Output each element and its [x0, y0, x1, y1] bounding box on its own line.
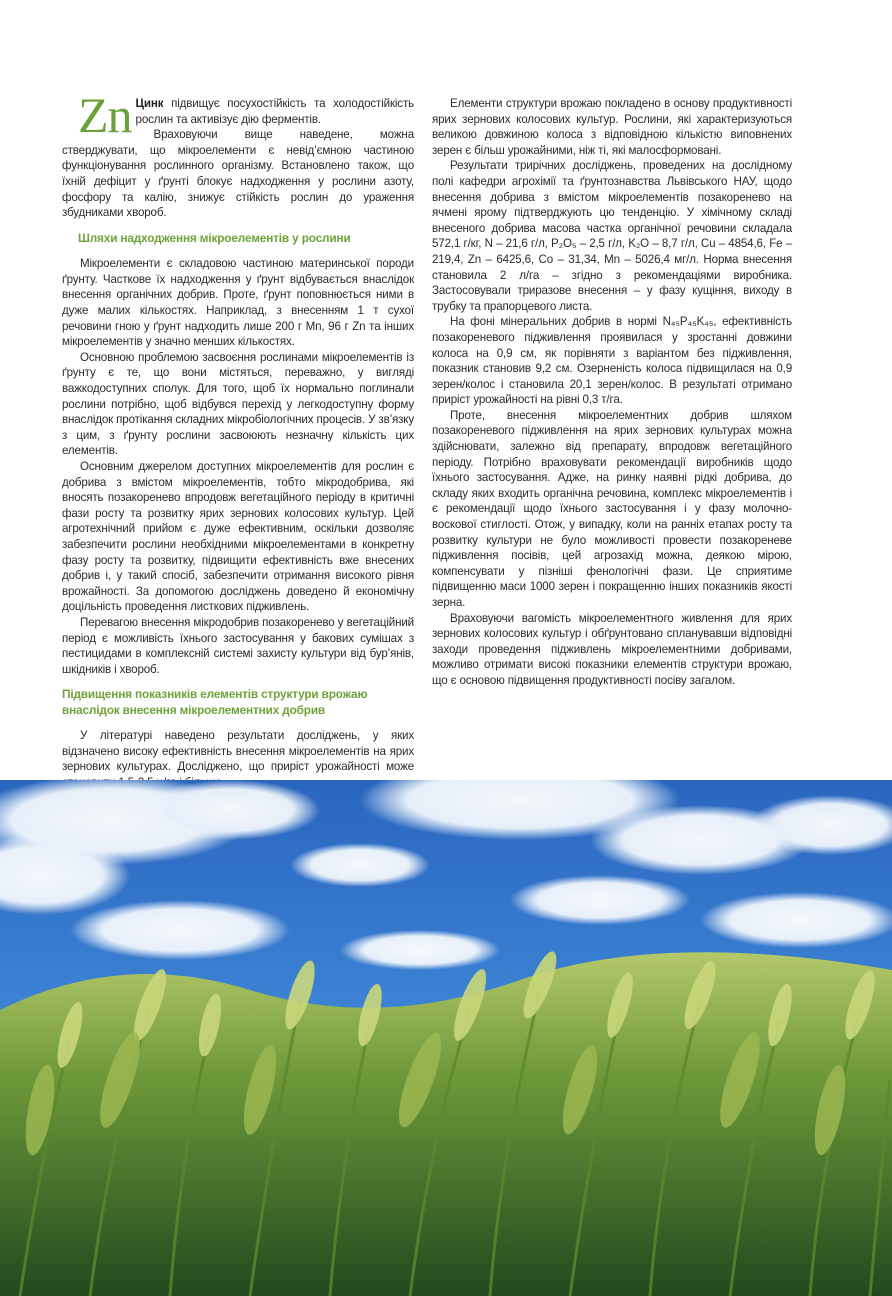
paragraph: У літературі наведено результати досліджень, у яких відзначено високу ефективність внесення мікроелементів на ярих зернових культурах. Досліджено, що приріст урожайності може	[62, 729, 414, 774]
paragraph: Враховуючи вагомість мікроелементного живлення для ярих зернових колосових культур і обґрунтовано спланувавши відповідні заходи проведення підживлень мікроелементними добривами, можливо отримати високі показники елементів структури врожаю, що є основою підвищення продуктивності посіву загалом.	[432, 611, 792, 687]
wheat-field-photo	[0, 780, 892, 1296]
paragraph: Перевагою внесення мікродобрив позакоренево у вегетаційний період є можливість їхнього застосування у бакових сумішах з пестицидами в комплексній системі захисту культури від бур’янів, шкідників і хвороб.	[62, 615, 414, 676]
lead-paragraph	[62, 87, 414, 143]
paragraph: Основною проблемою засвоєння рослинами мікроелементів із ґрунту є те, що вони містяться, переважно, у вигляді важкодоступних сполук. Для того, щоб їх нормально поглинали рослини потрібно, щоб відбувся перехід у легкодоступну форму внаслідок протікання складних мікробіологічних процесів. У зв’язку з цим, з ґрунту рослини засвоюють незначну кількість цих елементів.	[62, 350, 414, 458]
lead-term: Цинк	[135, 97, 164, 110]
paragraph: Проте, внесення мікроелементних добрив шляхом позакореневого підживлення на ярих зернових культурах можна здійснювати, залежно від препарату, впродовж вегетаційного періоду. Потрібно враховувати рекомендації виробників щодо їхнього застосування. Адже, на ринку наявні рідкі добрива, до складу яких входить органічна речовина, комплекс мікроелементів і є рекомендації щодо їхнього застосування і у фазу молочно-воскової стиглості. Отож, у випадку, коли на ранніх етапах росту та розвитку культури не було можливості провести позакореневе підживлення посівів, цей агрозахід можна, деякою мірою, компенсувати у пізніші фенологічні фази. Це сприятиме підвищенню маси 1000 зерен і покращенню інших показників якості зерна.	[432, 408, 792, 609]
left-column	[62, 87, 414, 791]
section-heading: Шляхи надходження мікроелементів у рослини	[78, 230, 351, 245]
paragraph: Основним джерелом доступних мікроелементів для рослин є добрива з вмістом мікроелементів, тобто мікродобрива, які вносять позакоренево впродовж вегетаційного періоду в критичні фази росту та розвитку ярих зернових колосових культур. Цей агротехнічний прийом є дуже ефективним, оскільки дозволяє забезпечити рослини необхідними мікроелементами в конкретну фазу росту та розвитку, підвищити ефективність вже внесених добрив і, у такий спосіб, забезпечити отримання високого рівня врожайності. За допомогою досліджень доведено й економічну доцільність проведення листкових підживлень.	[62, 459, 414, 614]
drop-cap: Zn	[78, 87, 132, 143]
paragraph: Враховуючи вище наведене, можна стверджувати, що мікроелементи є невід’ємною частиною функціонування рослинного організму. Встановлено також, що їхній дефіцит у ґрунті блокує надходження у рослини азоту, фосфору та калію, знижує стійкість рослин до ураження збудниками хвороб.	[62, 128, 414, 220]
lead-text: підвищує посухостійкість та холодостійкість рослин та активізує дію ферментів.	[135, 97, 414, 126]
paragraph: Елементи структури врожаю покладено в основу продуктивності ярих зернових колосових культур. Рослини, які характеризуються великою довжиною колоса з відповідною кількістю виповнених зерен є більш урожайними, ніж ті, які малосформовані.	[432, 97, 792, 157]
paragraph: Результати трирічних досліджень, проведених на дослідному полі кафедри агрохімії та ґрунтознавства Львівського НАУ, щодо внесення добрива з вмістом мікроелементів позакоренево на ячмені ярому підтверджують цю тенденцію. У хімічному складі внесеного добрива масова частка органічної речовини складала 572,1 г/кг, N – 21,6 г/л, P₂O₅ – 2,5 г/л, K₂O – 8,7 г/л, Cu – 4854,6, Fe – 219,4, Zn – 6425,6, Co – 31,34, Mn – 5026,4 мг/л. Норма внесення становила 2 л/га – згідно з рекомендаціями виробника. Застосовували триразове внесення – у фазу кущіння, виходу в трубку та прапорцевого листа.	[432, 159, 792, 313]
section-heading: Підвищення показників елементів структури врожаю внаслідок внесення мікроелементних добрив	[62, 687, 368, 717]
paragraph: На фоні мінеральних добрив в нормі N₄₅P₄₅K₄₅, ефективність позакореневого підживлення проявилася у зростанні довжини колоса на 0,9 см, як порівняти з варіантом без підживлення, показник становив 9,2 см. Озерненість колоса підвищилася на 0,9 зерен/колос і становила 20,1 зерен/колос. В результаті отримано приріст урожайності на рівні 0,3 т/га.	[432, 315, 792, 407]
right-column	[432, 96, 792, 689]
paragraph: Мікроелементи є складовою частиною материнської породи ґрунту. Часткове їх надходження у ґрунт відбувається внаслідок внесення органічних добрив. Проте, ґрунт поповнюється ними в дуже малих кількостях. Наприклад, з внесенням 1 т сухої речовини гною у ґрунт надходить лише 200 г Mn, 96 г Zn та інших мікроелементів у значно менших кількостях.	[62, 257, 414, 349]
